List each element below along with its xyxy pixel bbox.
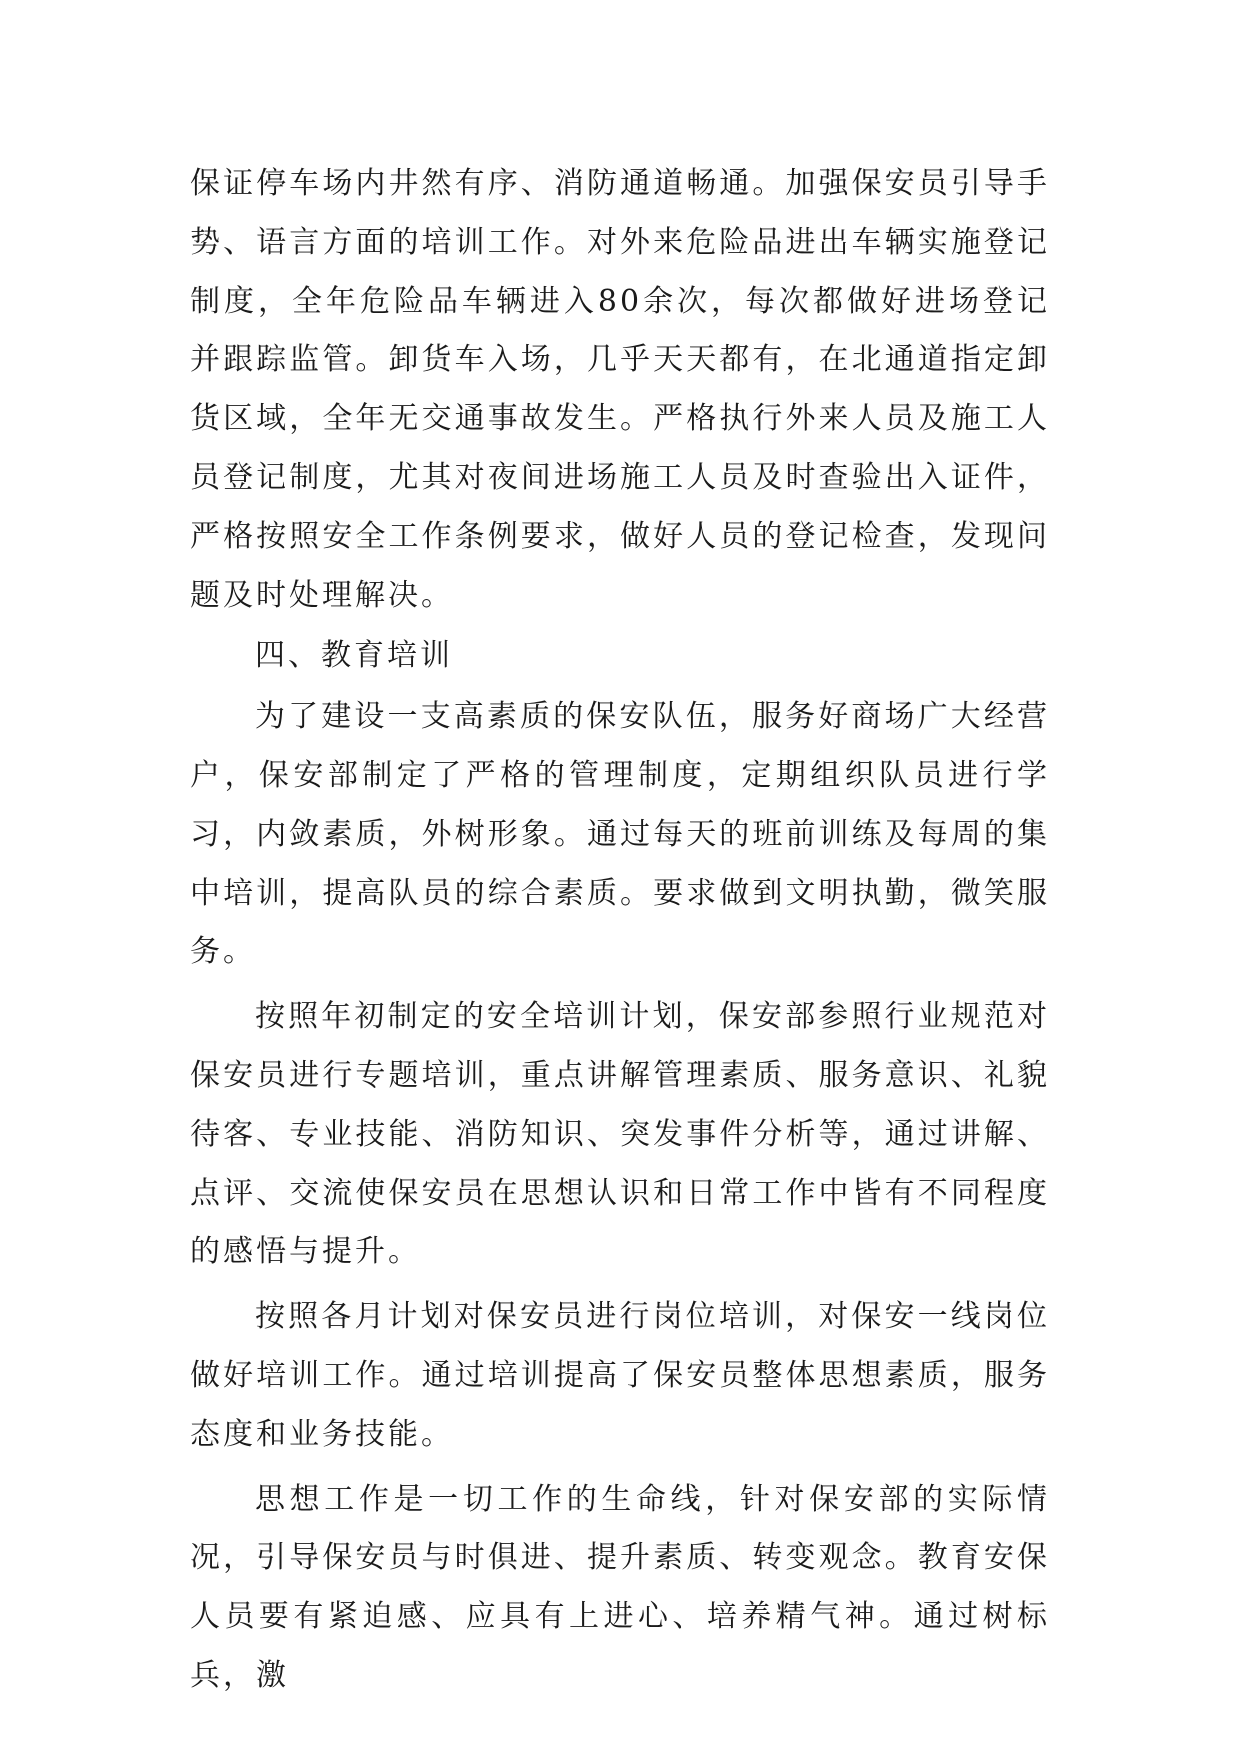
paragraph-annual-training-plan: 按照年初制定的安全培训计划，保安部参照行业规范对保安员进行专题培训，重点讲解管理素质、服务意识、礼貌待客、专业技能、消防知识、突发事件分析等，通过讲解、点评、交流使保安员在思想认识和日常工作中皆有不同程度的感悟与提升。 xyxy=(190,999,1050,1270)
paragraph-ideological-work: 思想工作是一切工作的生命线，针对保安部的实际情况，引导保安员与时俱进、提升素质、转变观念。教育安保人员要有紧迫感、应具有上进心、培养精气神。通过树标兵，激 xyxy=(190,1481,1050,1693)
document-body xyxy=(190,155,1050,1706)
section-heading-education-training: 四、教育培训 xyxy=(255,638,453,674)
paragraph-parking-security: 保证停车场内井然有序、消防通道畅通。加强保安员引导手势、语言方面的培训工作。对外来危险品进出车辆实施登记制度，全年危险品车辆进入80余次，每次都做好进场登记并跟踪监管。卸货车入场，几乎天天都有，在北通道指定卸货区域，全年无交通事故发生。严格执行外来人员及施工人员登记制度，尤其对夜间进场施工人员及时查验出入证件，严格按照安全工作条例要求，做好人员的登记检查，发现问题及时处理解决。 xyxy=(190,166,1050,613)
paragraph-monthly-post-training: 按照各月计划对保安员进行岗位培训，对保安一线岗位做好培训工作。通过培训提高了保安员整体思想素质，服务态度和业务技能。 xyxy=(190,1299,1050,1452)
paragraph-team-building: 为了建设一支高素质的保安队伍，服务好商场广大经营户，保安部制定了严格的管理制度，定期组织队员进行学习，内敛素质，外树形象。通过每天的班前训练及每周的集中培训，提高队员的综合素质。要求做到文明执勤，微笑服务。 xyxy=(190,699,1050,970)
